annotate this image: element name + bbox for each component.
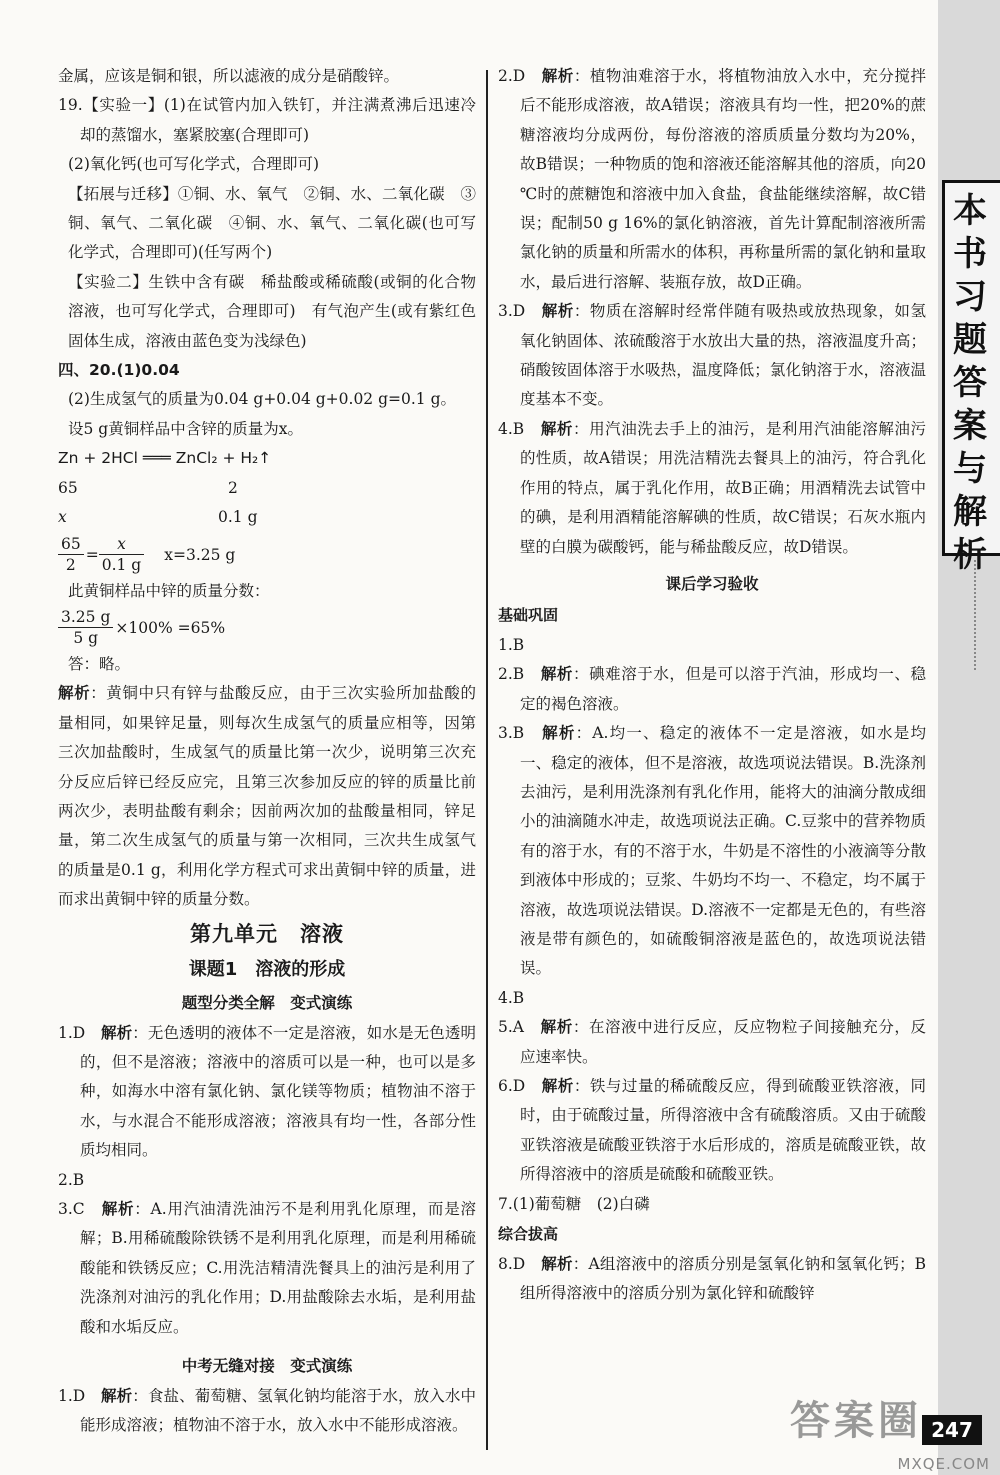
answer-item (498, 62, 926, 297)
analysis-text: ：黄铜中只有锌与盐酸反应，由于三次实验所加盐酸的量相同，如果锌足量，则每次生成氢气的质量应相等，因第三次加盐酸时，生成氢气的质量比第一次少，说明第三次充分反应后锌已经反应完，且第三次参加反应的锌的质量比前两次少，表明盐酸有剩余；因前两次加的盐酸量相同，锌足量，第二次生成氢气的质量与第一次相同，三次共生成氢气的质量是0.1 g，利用化学方程式可求出黄铜中锌的质量，进而求出黄铜中锌的质量分数。 (58, 684, 476, 909)
unknown-right: 0.1 g (218, 508, 258, 527)
text-line: 此黄铜样品中锌的质量分数： (68, 581, 270, 600)
item-text: ：植物油难溶于水，将植物油放入水中，充分搅拌后不能形成溶液，故A错误；溶液具有均一性，把20%的蔗糖溶液均分成两份，每份溶液的溶质质量分数均为20%，故B错误；一种物质的饱和溶液还能溶解其他的溶质，向20 ℃时的蔗糖饱和溶液中加入食盐，食盐能继续溶解，故C错误；配制50 g 16%的氯化钠溶液，首先计算配制溶液所需氯化钠的质量和所需水的体积，再称量所需的氯化钠和量取水，最后进行溶解、装瓶存放，故D正确。 (520, 67, 926, 291)
q19-line: (2)氧化钙(也可写化学式，合理即可) (68, 155, 320, 174)
q19-line: 【拓展与迁移】①铜、水、氧气 ②铜、水、二氧化碳 ③铜、氧气、二氧化碳 ④铜、水、氧气、二氧化碳(也可写化学式，合理即可)(任写两个) (68, 184, 476, 262)
item-number: 2.D (498, 67, 526, 85)
page-number: 247 (922, 1415, 982, 1445)
answer-item (498, 984, 926, 1013)
answer-item (498, 719, 926, 984)
analysis-label: 解析 (540, 665, 573, 684)
answer-line: 答：略。 (68, 654, 131, 673)
numerator: x (99, 534, 145, 555)
lesson-title: 课题1 溶液的形成 (188, 958, 346, 980)
section-title: 课后学习验收 (665, 574, 759, 593)
text-line: 金属，应该是铜和银，所以滤液的成分是硝酸锌。 (58, 67, 400, 85)
item-number: 1.D (58, 1023, 86, 1042)
q19-line: 19.【实验一】(1)在试管内加入铁钉，并注满煮沸后迅速冷却的蒸馏水，塞紧胶塞(合理即可) (58, 96, 476, 144)
answer-item (498, 1072, 926, 1190)
q20-heading: 四、20.(1)0.04 (58, 361, 180, 380)
section-title: 题型分类全解 变式演练 (181, 993, 353, 1012)
analysis-label: 解析 (540, 419, 573, 438)
equals-sign: = (85, 545, 99, 564)
section-items (58, 1019, 476, 1342)
item-text: ：A组溶液中的溶质分别是氢氧化钠和氢氧化钙；B组所得溶液中的溶质分别为氯化锌和硫酸锌 (520, 1255, 926, 1303)
answer-item (498, 1250, 926, 1309)
unit-title: 第九单元 溶液 (190, 921, 344, 946)
percentage-result: ×100% =65% (115, 618, 226, 637)
unknown-left: x (58, 508, 67, 527)
right-column (498, 62, 926, 1309)
item-text: ：A.均一、稳定的液体不一定是溶液，如水是均一、稳定的液体，但不是溶液，故选项说法错误。B.洗涤剂去油污，是利用洗涤剂有乳化作用，能将大的油滴分散成细小的油滴随水冲走，故选项说法正确。C.豆浆中的营养物质有的溶于水，有的不溶于水，牛奶是不溶性的小液滴等分散到液体中形成的；豆浆、牛奶均不均一、不稳定，均不属于溶液，故选项说法错误。D.溶液不一定都是无色的，有些溶液是带有颜色的，如硫酸铜溶液是蓝色的，故选项说法错误。 (520, 724, 926, 978)
subsection-title: 基础巩固 (498, 605, 559, 624)
subsection-title: 综合拔高 (498, 1225, 559, 1244)
item-number: 4.B (498, 419, 525, 438)
section-title: 中考无缝对接 变式演练 (181, 1357, 353, 1376)
equation-ratio-row (58, 474, 476, 503)
item-text: ：用汽油洗去手上的油污，是利用汽油能溶解油污的性质，故A错误；用洗洁精洗去餐具上的油污，符合乳化作用的特点，属于乳化作用，故B正确；用酒精洗去试管中的碘，是利用酒精能溶解碘的性质，故C错误；石灰水瓶内壁的白膜为碳酸钙，能与稀盐酸反应，故D错误。 (520, 419, 926, 556)
q20-line: 设5 g黄铜样品中含锌的质量为x。 (68, 419, 303, 438)
answer-item (498, 631, 926, 660)
watermark-stamp: 答案圈 (790, 1398, 922, 1444)
left-column (58, 62, 476, 1441)
answer-item (58, 1382, 476, 1441)
side-tab-title: 本书习题答案与解析 (953, 191, 987, 575)
item-number: 6.D (498, 1077, 526, 1095)
item-number: 5.A (498, 1018, 524, 1037)
analysis-paragraph (58, 679, 476, 914)
answer-item (498, 1013, 926, 1072)
denominator: 5 g (73, 629, 99, 648)
item-number: 1.D (58, 1387, 86, 1406)
q19-line: 【实验二】生铁中含有碳 稀盐酸或稀硫酸(或铜的化合物溶液，也可写化学式，合理即可) 有气泡产生(或有紫红色固体生成，溶液由蓝色变为浅绿色) (68, 272, 476, 350)
ratio-right: 2 (228, 478, 238, 497)
result-text: x=3.25 g (164, 545, 236, 564)
analysis-label: 解析 (542, 724, 576, 743)
analysis-label: 解析 (101, 1200, 135, 1218)
item-text: ：在溶液中进行反应，反应物粒子间接触充分，反应速率快。 (520, 1018, 926, 1066)
item-text: ：铁与过量的稀硫酸反应，得到硫酸亚铁溶液，同时，由于硫酸过量，所得溶液中含有硫酸溶质。又由于硫酸亚铁溶液是硫酸亚铁溶于水后形成的，溶质是硫酸亚铁，故所得溶液中的溶质是硫酸和硫酸亚铁。 (520, 1077, 926, 1184)
chemical-equation: Zn + 2HCl ═══ ZnCl₂ + H₂↑ (58, 449, 272, 468)
fraction (58, 534, 84, 575)
proportion-equation (58, 533, 476, 577)
answer-item (58, 1195, 476, 1342)
answer-item (498, 1190, 926, 1219)
item-text: ：碘难溶于水，但是可以溶于汽油，形成均一、稳定的褐色溶液。 (520, 665, 926, 713)
item-number: 1.B (498, 635, 525, 654)
q20-line: (2)生成氢气的质量为0.04 g+0.04 g+0.02 g=0.1 g。 (68, 390, 457, 409)
item-text: ：物质在溶解时经常伴随有吸热或放热现象，如氢氧化钠固体、浓硫酸溶于水放出大量的热，溶液温度升高；硝酸铵固体溶于水吸热，温度降低；氯化钠溶于水，溶液温度基本不变。 (520, 302, 926, 409)
answer-item (58, 1019, 476, 1166)
answer-item (498, 660, 926, 719)
analysis-label: 解析 (541, 67, 574, 85)
item-number: 7.(1)葡萄糖 (2)白磷 (498, 1194, 650, 1213)
analysis-label: 解析 (100, 1387, 133, 1406)
item-number: 3.B (498, 724, 525, 743)
column-divider (486, 70, 488, 1450)
numerator: 3.25 g (58, 607, 113, 628)
item-text: ：无色透明的液体不一定是溶液，如水是无色透明的，但不是溶液；溶液中的溶质可以是一种，也可以是多种，如海水中溶有氯化钠、氯化镁等物质；植物油不溶于水，与水混合不能形成溶液；溶液具有均一性，各部分性质均相同。 (80, 1023, 476, 1160)
percentage-equation (58, 606, 476, 650)
denominator: 2 (65, 556, 76, 574)
answer-item (58, 1166, 476, 1195)
denominator: 0.1 g (101, 556, 142, 574)
item-number: 3.D (498, 302, 526, 321)
analysis-label: 解析 (541, 1255, 573, 1274)
item-text: ：A.用汽油清洗油污不是利用乳化原理，而是溶解；B.用稀硫酸除铁锈不是利用乳化原理，而是利用稀硫酸能和铁锈反应；C.用洗洁精清洗餐具上的油污是利用了洗涤剂对油污的乳化作用；D.用盐酸除去水垢，是利用盐酸和水垢反应。 (80, 1200, 476, 1336)
watermark-text: MXQE.COM (897, 1455, 990, 1473)
analysis-label: 解析 (540, 1018, 573, 1037)
side-tab-bar (938, 0, 1000, 1475)
item-number: 3.C (58, 1200, 85, 1218)
item-number: 2.B (58, 1170, 85, 1189)
answer-item (498, 297, 926, 415)
answer-item (498, 415, 926, 562)
item-number: 4.B (498, 988, 525, 1007)
analysis-label: 解析 (541, 1077, 574, 1095)
decorative-dots (974, 560, 984, 670)
analysis-label: 解析 (541, 302, 574, 321)
item-number: 2.B (498, 665, 525, 684)
item-text: ：食盐、葡萄糖、氢氧化钠均能溶于水，放入水中能形成溶液；植物油不溶于水，放入水中不能形成溶液。 (80, 1387, 476, 1435)
item-number: 8.D (498, 1255, 526, 1274)
analysis-label: 解析 (100, 1023, 133, 1042)
fraction (99, 534, 145, 575)
fraction (58, 607, 113, 648)
analysis-label: 解析 (58, 684, 91, 703)
ratio-left: 65 (58, 478, 78, 497)
equation-unknown-row (58, 503, 476, 532)
numerator: 65 (58, 534, 84, 555)
